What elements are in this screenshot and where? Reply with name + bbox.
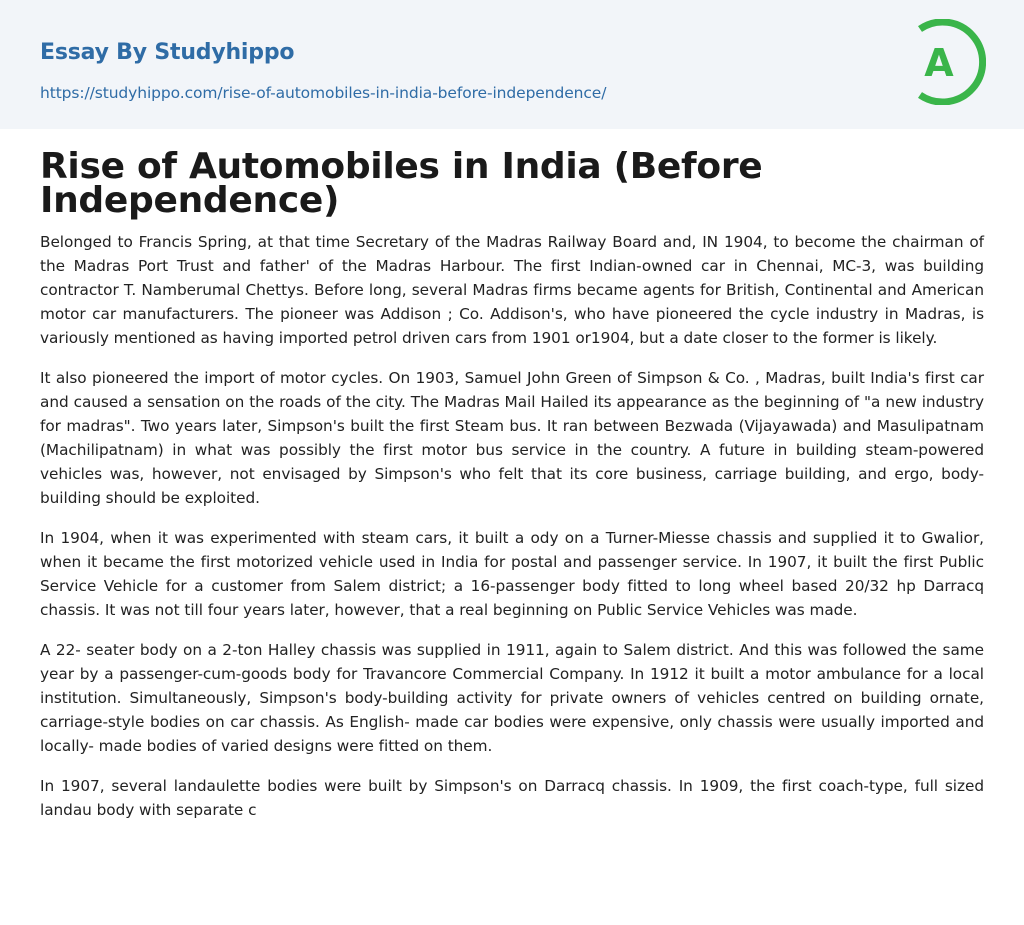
article	[0, 129, 1024, 822]
article-paragraph: A 22- seater body on a 2-ton Halley chassis was supplied in 1911, again to Salem district. And this was followed the same year by a passenger-cum-goods body for Travancore Commercial Company. In 1912 it built a motor ambulance for a local institution. Simultaneously, Simpson's body-building activity for private owners of vehicles centred on building ornate, carriage-style bodies on car chassis. As English- made car bodies were expensive, only chassis were usually imported and locally- made bodies of varied designs were fitted on them.	[40, 641, 984, 755]
article-title: Rise of Automobiles in India (Before Independence)	[40, 146, 763, 221]
studyhippo-logo-icon[interactable]	[912, 19, 986, 105]
article-paragraph: In 1907, several landaulette bodies were built by Simpson's on Darracq chassis. In 1909, the first coach-type, full sized landau body with separate c	[40, 777, 984, 819]
article-paragraph: It also pioneered the import of motor cycles. On 1903, Samuel John Green of Simpson & Co. , Madras, built India's first car and caused a sensation on the roads of the city. The Madras Mail Hailed its appearance as the beginning of "a new industry for madras". Two years later, Simpson's built the first Steam bus. It ran between Bezwada (Vijayawada) and Masulipatnam (Machilipatnam) in what was possibly the first motor bus service in the country. A future in building steam-powered vehicles was, however, not envisaged by Simpson's who felt that its core business, carriage building, and ergo, body-building should be exploited.	[40, 369, 984, 507]
logo-letter: A	[924, 41, 954, 85]
article-paragraph: In 1904, when it was experimented with steam cars, it built a ody on a Turner-Miesse chassis and supplied it to Gwalior, when it became the first motorized vehicle used in India for postal and passenger service. In 1907, it built the first Public Service Vehicle for a customer from Salem district; a 16-passenger body fitted to long wheel based 20/32 hp Darracq chassis. It was not till four years later, however, that a real beginning on Public Service Vehicles was made.	[40, 529, 984, 619]
site-brand[interactable]: Essay By Studyhippo	[40, 40, 295, 65]
site-header	[0, 0, 1024, 129]
article-url-link[interactable]: https://studyhippo.com/rise-of-automobiles-in-india-before-independence/	[40, 84, 607, 102]
article-paragraph: Belonged to Francis Spring, at that time Secretary of the Madras Railway Board and, IN 1904, to become the chairman of the Madras Port Trust and father' of the Madras Harbour. The first Indian-owned car in Chennai, MC-3, was building contractor T. Namberumal Chettys. Before long, several Madras firms became agents for British, Continental and American motor car manufacturers. The pioneer was Addison ; Co. Addison's, who have pioneered the cycle industry in Madras, is variously mentioned as having imported petrol driven cars from 1901 or1904, but a date closer to the former is likely.	[40, 233, 984, 347]
